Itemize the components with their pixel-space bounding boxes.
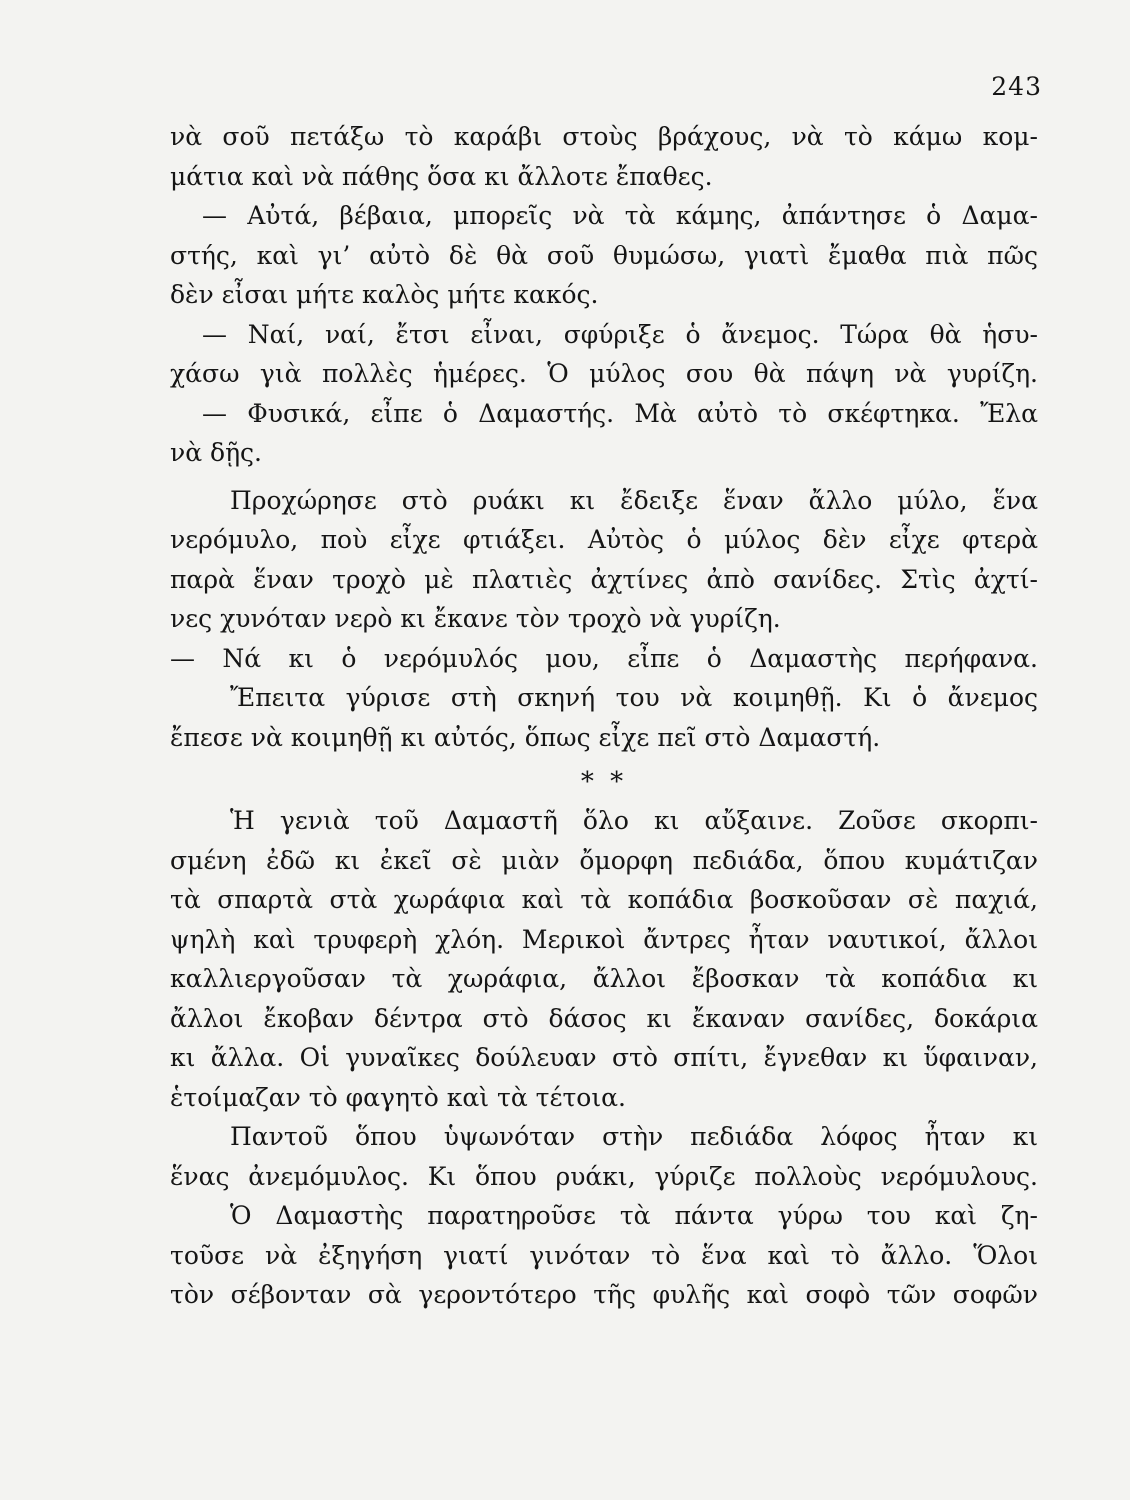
text-line: ἔπεσε νὰ κοιμηθῇ κι αὐτός, ὅπως εἶχε πεῖ στὸ Δαμαστή. xyxy=(170,722,881,752)
page-number: 243 xyxy=(991,72,1042,101)
text-line: Προχώρησε στὸ ρυάκι κι ἔδειξε ἕναν ἄλλο μύλο, ἕνα xyxy=(230,485,1038,515)
text-line: νὰ δῇς. xyxy=(170,438,263,467)
text-line: κι ἄλλα. Οἱ γυναῖκες δούλευαν στὸ σπίτι, ἔγνεθαν κι ὕφαιναν, xyxy=(170,1043,1038,1072)
text-line: ἄλλοι ἔκοβαν δέντρα στὸ δάσος κι ἔκαναν σανίδες, δοκάρια xyxy=(170,1003,1038,1033)
text-line: Ὁ Δαμαστὴς παρατηροῦσε τὰ πάντα γύρω του καὶ ζη- xyxy=(230,1201,1038,1230)
text-line: μάτια καὶ νὰ πάθης ὅσα κι ἄλλοτε ἔπαθες. xyxy=(170,161,713,191)
text-line: χάσω γιὰ πολλὲς ἡμέρες. Ὁ μύλος σου θὰ πάψη νὰ γυρίζη. xyxy=(170,359,1038,388)
text-line: νες χυνόταν νερὸ κι ἔκανε τὸν τροχὸ νὰ γυρίζη. xyxy=(170,604,781,633)
text-line: δὲν εἶσαι μήτε καλὸς μήτε κακός. xyxy=(170,280,599,309)
text-line: — Ναί, ναί, ἔτσι εἶναι, σφύριξε ὁ ἄνεμος. Τώρα θὰ ἡσυ- xyxy=(202,319,1038,349)
body-text xyxy=(170,117,1038,1315)
text-line: — Νά κι ὁ νερόμυλός μου, εἶπε ὁ Δαμαστὴς περήφανα. xyxy=(170,643,1038,673)
text-line: παρὰ ἕναν τροχὸ μὲ πλατιὲς ἀχτίνες ἀπὸ σανίδες. Στὶς ἀχτί- xyxy=(170,564,1038,594)
section-break-asterism: * * xyxy=(580,767,628,797)
text-line: ψηλὴ καὶ τρυφερὴ χλόη. Μερικοὶ ἄντρες ἦταν ναυτικοί, ἄλλοι xyxy=(170,924,1038,954)
text-line: Ἔπειτα γύρισε στὴ σκηνή του νὰ κοιμηθῇ. Κι ὁ ἄνεμος xyxy=(230,683,1038,712)
text-line: καλλιεργοῦσαν τὰ χωράφια, ἄλλοι ἔβοσκαν τὰ κοπάδια κι xyxy=(170,964,1038,993)
text-line: νερόμυλο, ποὺ εἶχε φτιάξει. Αὐτὸς ὁ μύλος δὲν εἶχε φτερὰ xyxy=(170,525,1038,554)
text-line: τὸν σέβονταν σὰ γεροντότερο τῆς φυλῆς καὶ σοφὸ τῶν σοφῶν xyxy=(170,1280,1038,1309)
text-line: νὰ σοῦ πετάξω τὸ καράβι στοὺς βράχους, νὰ τὸ κάμω κομ- xyxy=(170,122,1038,151)
text-line: Παντοῦ ὅπου ὑψωνόταν στὴν πεδιάδα λόφος ἦταν κι xyxy=(230,1122,1038,1151)
text-line: — Αὐτά, βέβαια, μπορεῖς νὰ τὰ κάμης, ἀπάντησε ὁ Δαμα- xyxy=(202,201,1038,230)
text-line: στής, καὶ γι’ αὐτὸ δὲ θὰ σοῦ θυμώσω, γιατὶ ἔμαθα πιὰ πῶς xyxy=(170,240,1038,270)
text-line: — Φυσικά, εἶπε ὁ Δαμαστής. Μὰ αὐτὸ τὸ σκέφτηκα. Ἔλα xyxy=(202,398,1038,428)
text-line: Ἡ γενιὰ τοῦ Δαμαστῆ ὅλο κι αὔξαινε. Ζοῦσε σκορπι- xyxy=(230,806,1038,835)
text-line: ἑτοίμαζαν τὸ φαγητὸ καὶ τὰ τέτοια. xyxy=(170,1082,626,1112)
text-line: ἕνας ἀνεμόμυλος. Κι ὅπου ρυάκι, γύριζε πολλοὺς νερόμυλους. xyxy=(170,1161,1038,1191)
text-line: τοῦσε νὰ ἐξηγήση γιατί γινόταν τὸ ἕνα καὶ τὸ ἄλλο. Ὅλοι xyxy=(170,1240,1038,1270)
text-line: σμένη ἐδῶ κι ἐκεῖ σὲ μιὰν ὄμορφη πεδιάδα, ὅπου κυμάτιζαν xyxy=(170,845,1038,875)
text-line: τὰ σπαρτὰ στὰ χωράφια καὶ τὰ κοπάδια βοσκοῦσαν σὲ παχιά, xyxy=(170,885,1038,914)
